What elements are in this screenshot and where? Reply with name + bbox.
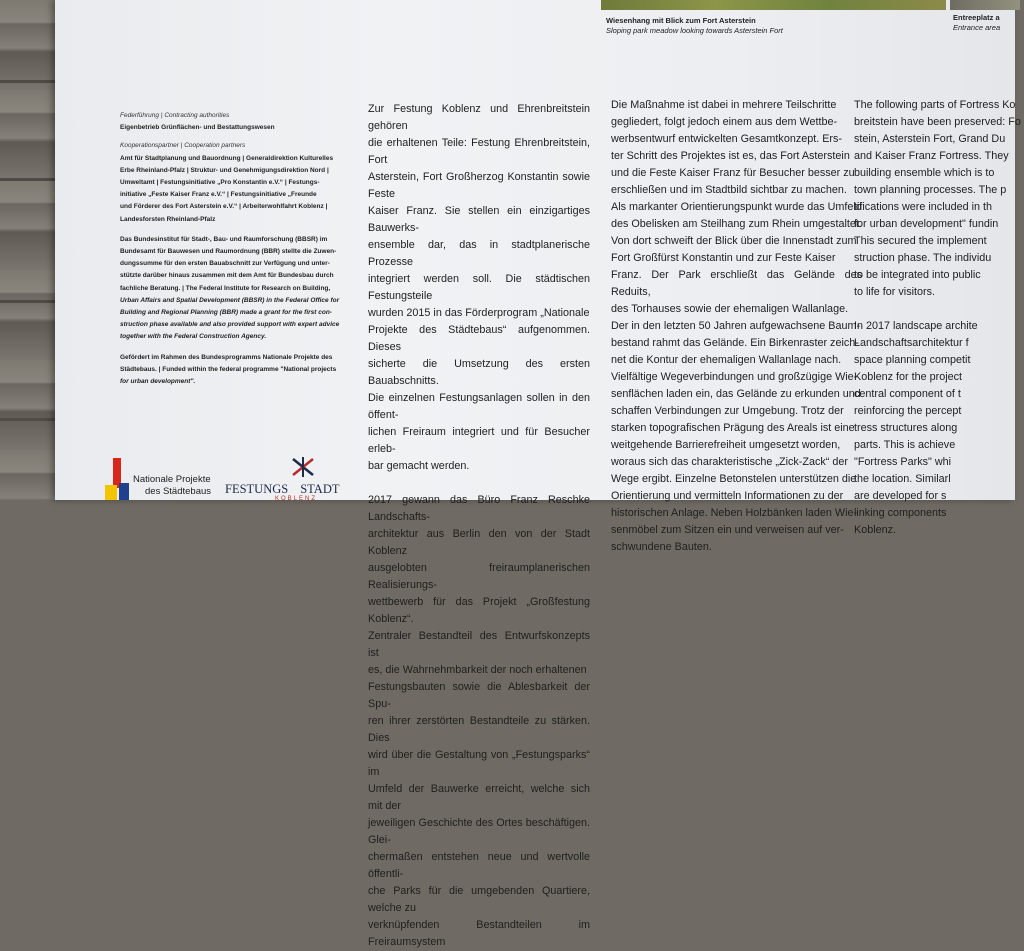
text-line: to life for visitors.: [854, 286, 935, 298]
text-line: The following parts of Fortress Ko: [854, 99, 1016, 111]
logo-word-festungs: FESTUNGS: [225, 482, 289, 496]
logo-line: des Städtebaus: [145, 486, 212, 497]
text-line: 2017 gewann das Büro Franz Reschke Landschafts-: [368, 494, 590, 523]
text-line: ren ihrer zerstörten Bestandteile zu stärken. Dies: [368, 715, 590, 744]
text-line: Kaiser Franz. Sie stellen ein einzigartiges Bauwerks-: [368, 205, 590, 234]
text-line: are developed for s: [854, 490, 947, 502]
text-line: Der in den letzten 50 Jahren aufgewachsene Baum-: [611, 320, 861, 332]
text-line: "Fortress Parks" whi: [854, 456, 952, 468]
text-line: Wege ergibt. Einzelne Betonstelen unterstützen die: [611, 473, 857, 485]
coop-line: Amt für Stadtplanung und Bauordnung | Generaldirektion Kulturelles: [120, 154, 334, 162]
funding-line: Gefördert im Rahmen des Bundesprogramms Nationale Projekte des: [120, 353, 333, 361]
text-line: In 2017 landscape archite: [854, 320, 978, 332]
text-line: Die Maßnahme ist dabei in mehrere Teilschritte: [611, 99, 837, 111]
text-line: stein, Asterstein Fort, Grand Du: [854, 133, 1006, 145]
text-line: net die Kontur der ehemaligen Wallanlage nach.: [611, 354, 842, 366]
caption-german: Wiesenhang mit Blick zum Fort Asterstein: [606, 16, 756, 25]
caption-english: Sloping park meadow looking towards Asterstein Fort: [606, 26, 783, 35]
text-line: the location. Similarl: [854, 473, 951, 485]
wood-seam: [0, 418, 60, 421]
text-line: gegliedert, folgt jedoch einem aus dem Wettbe-: [611, 116, 838, 128]
text-line: central component of t: [854, 388, 961, 400]
wooden-frame: [0, 0, 60, 500]
german-text-column-2: [611, 97, 862, 556]
text-line: starken topografischen Prägung des Areals ist eine: [611, 422, 855, 434]
text-line: historischen Anlage. Neben Holzbänken laden Wie-: [611, 507, 858, 519]
info-board: [55, 0, 1021, 948]
credits-column: [120, 110, 370, 388]
text-line: tifications were included in th: [854, 201, 993, 213]
wood-seam: [0, 80, 60, 83]
text-line: Landschaftsarchitektur f: [854, 337, 969, 349]
text-line: senmöbel zum Sitzen ein und verweisen auf ver-: [611, 524, 844, 536]
text-line: weitgehende Barrierefreiheit umgesetzt worden,: [611, 439, 841, 451]
text-line: che Parks für die umgebenden Quartiere, welche zu: [368, 885, 590, 914]
text-line: Projekte des Städtebaus“ aufgenommen. Dieses: [368, 324, 590, 353]
bbsr-line-en: Urban Affairs and Spatial Development (BBSR) in the Federal Office for: [120, 296, 340, 304]
text-line: integriert werden soll. Die städtischen Festungsteile: [368, 273, 590, 302]
text-line: breitstein have been preserved: Fo: [854, 116, 1021, 128]
text-line: ter Schritt des Projektes ist es, das Fort Asterstein: [611, 150, 850, 162]
text-line: die erhaltenen Teile: Festung Ehrenbreitstein, Fort: [368, 137, 590, 166]
text-line: Asterstein, Fort Großherzog Konstantin sowie Feste: [368, 171, 590, 200]
text-line: space planning competit: [854, 354, 971, 366]
text-line: town planning processes. The p: [854, 184, 1007, 196]
text-line: Franz. Der Park erschließt das Gelände des Reduits,: [611, 269, 862, 298]
text-line: and Kaiser Franz Fortress. They: [854, 150, 1009, 162]
bbsr-line: Bundesamt für Bauwesen und Raumordnung (BBR) stellte die Zuwen-: [120, 248, 337, 256]
authority-label: Federführung | Contracting authorities: [120, 112, 230, 119]
text-line: es, die Wahrnehmbarkeit der noch erhaltenen: [368, 664, 587, 676]
text-line: verknüpfenden Bestandteilen im Freiraumsystem: [368, 919, 590, 948]
text-line: This secured the implement: [854, 235, 987, 247]
caption-english: Entrance area: [953, 23, 1001, 32]
text-line: Als markanter Orientierungspunkt wurde das Umfeld: [611, 201, 862, 213]
caption-german: Entreeplatz a: [953, 13, 1000, 22]
text-line: tress structures along: [854, 422, 958, 434]
bbsr-line: Das Bundesinstitut für Stadt-, Bau- und Raumforschung (BBSR) im: [120, 235, 328, 243]
wood-seam: [0, 178, 60, 181]
text-line: chermaßen entstehen neue und wertvolle öffentli-: [368, 851, 590, 880]
photo-meadow: [601, 0, 946, 10]
text-line: Festungsbauten sowie die Ablesbarkeit der Spu-: [368, 681, 590, 710]
text-line: Die einzelnen Festungsanlagen sollen in den öffent-: [368, 392, 590, 421]
text-line: sicherte die Umsetzung des ersten Bauabschnitts.: [368, 358, 590, 387]
text-line: woraus sich das charakteristische „Zick-Zack“ der: [611, 456, 848, 468]
coop-line: Landesforsten Rheinland-Pfalz: [120, 215, 216, 223]
text-line: Orientierung und vermitteln Informationen zu der: [611, 490, 844, 502]
text-line: erschließen und im Stadtbild sichtbar zu machen.: [611, 184, 847, 196]
text-line: Umfeld der Bauwerke erreicht, welche sich mit der: [368, 783, 590, 812]
text-line: Vielfältige Wegeverbindungen und großzügige Wie-: [611, 371, 858, 383]
text-line: struction phase. The individu: [854, 252, 992, 264]
coop-line: Umweltamt | Festungsinitiative „Pro Konstantin e.V.“ | Festungs-: [120, 179, 320, 187]
text-line: parts. This is achieve: [854, 439, 956, 451]
logo-word-stadt: STADT: [300, 482, 340, 496]
logo-yellow-block: [105, 485, 117, 500]
festungsstadt-logo-text: [225, 482, 340, 497]
text-line: ensemble dar, das in stadtplanerische Prozesse: [368, 239, 590, 268]
text-line: building ensemble which is to: [854, 167, 995, 179]
text-line: Von dort schweift der Blick über die Innenstadt zum: [611, 235, 857, 247]
text-line: Zentraler Bestandteil des Entwurfskonzepts ist: [368, 630, 590, 659]
text-line: wird über die Gestaltung von „Festungsparks“ im: [368, 749, 590, 778]
wood-seam: [0, 300, 60, 303]
text-line: Koblenz.: [854, 524, 897, 536]
text-line: to be integrated into public: [854, 269, 981, 281]
photo-caption-entrance: [953, 13, 1000, 33]
text-line: ausgelobten freiraumplanerischen Realisierungs-: [368, 562, 590, 591]
text-line: schwundene Bauten.: [611, 541, 712, 553]
text-line: senflächen laden ein, das Gelände zu erkunden und: [611, 388, 861, 400]
text-line: schaffen Verbindungen zur Umgebung. Trotz der: [611, 405, 844, 417]
text-line: Zur Festung Koblenz und Ehrenbreitstein gehören: [368, 103, 590, 132]
photo-entrance: [950, 0, 1020, 10]
text-line: architektur aus Berlin den von der Stadt Koblenz: [368, 528, 590, 557]
funding-line: Städtebaus. | Funded within the federal programme "National projects: [120, 365, 337, 373]
text-line: und die Feste Kaiser Franz für Besucher besser zu: [611, 167, 855, 179]
bbsr-line-en: struction phase available and also provided support with expert advice: [120, 321, 340, 329]
bbsr-line-en: together with the Federal Construction Agency.: [120, 333, 267, 341]
coop-line: initiative „Feste Kaiser Franz e.V.“ | Festungsinitiative „Freunde: [120, 191, 317, 199]
coop-line: und Förderer des Fort Asterstein e.V.“ | Arbeiterwohlfahrt Koblenz |: [120, 203, 328, 211]
text-line: Fort Großfürst Konstantin und zur Feste Kaiser: [611, 252, 836, 264]
text-line: reinforcing the percept: [854, 405, 962, 417]
english-text-column: [854, 97, 1024, 539]
national-projects-logo-text: [133, 474, 211, 498]
text-line: bestand rahmt das Gelände. Ein Birkenraster zeich-: [611, 337, 859, 349]
text-line: bar gemacht werden.: [368, 460, 470, 472]
bbsr-line-en: Building and Regional Planning (BBR) made a grant for the first con-: [120, 309, 332, 317]
text-line: werbsentwurf entwickelten Gesamtkonzept. Ers-: [611, 133, 843, 145]
logo-blue-block: [119, 483, 129, 500]
bbsr-line: fachliche Beratung. | The Federal Institute for Research on Building,: [120, 284, 331, 292]
coop-label: Kooperationspartner | Cooperation partners: [120, 142, 246, 150]
logo-subtitle: KOBLENZ: [275, 496, 318, 502]
photo-caption-meadow: [606, 16, 783, 36]
coop-line: Erbe Rheinland-Pfalz | Struktur- und Genehmigungsdirektion Nord |: [120, 166, 329, 174]
text-line: Koblenz for the project: [854, 371, 963, 383]
german-text-column-1: [368, 101, 590, 951]
text-line: wettbewerb für das Projekt „Großfestung Koblenz“.: [368, 596, 590, 625]
authority-name: Eigenbetrieb Grünflächen- und Bestattungswesen: [120, 124, 275, 132]
funding-line: for urban development".: [120, 378, 196, 386]
bbsr-line: dungssumme für den ersten Bauabschnitt zur Verfügung und unter-: [120, 260, 330, 268]
bbsr-line: stützte darüber hinaus zusammen mit dem Amt für Bundesbau durch: [120, 272, 334, 280]
text-line: jeweiligen Geschichte des Ortes beschäftigen. Glei-: [368, 817, 590, 846]
text-line: des Obelisken am Steilhang zum Rhein umgestaltet.: [611, 218, 862, 230]
logo-line: Nationale Projekte: [133, 474, 211, 485]
text-line: wurden 2015 in das Förderprogram „Nationale: [368, 307, 590, 319]
text-line: linking components: [854, 507, 947, 519]
text-line: des Torhauses sowie der ehemaligen Wallanlage.: [611, 303, 849, 315]
text-line: for urban development" fundin: [854, 218, 999, 230]
text-line: lichen Freiraum integriert und für Besucher erleb-: [368, 426, 590, 455]
